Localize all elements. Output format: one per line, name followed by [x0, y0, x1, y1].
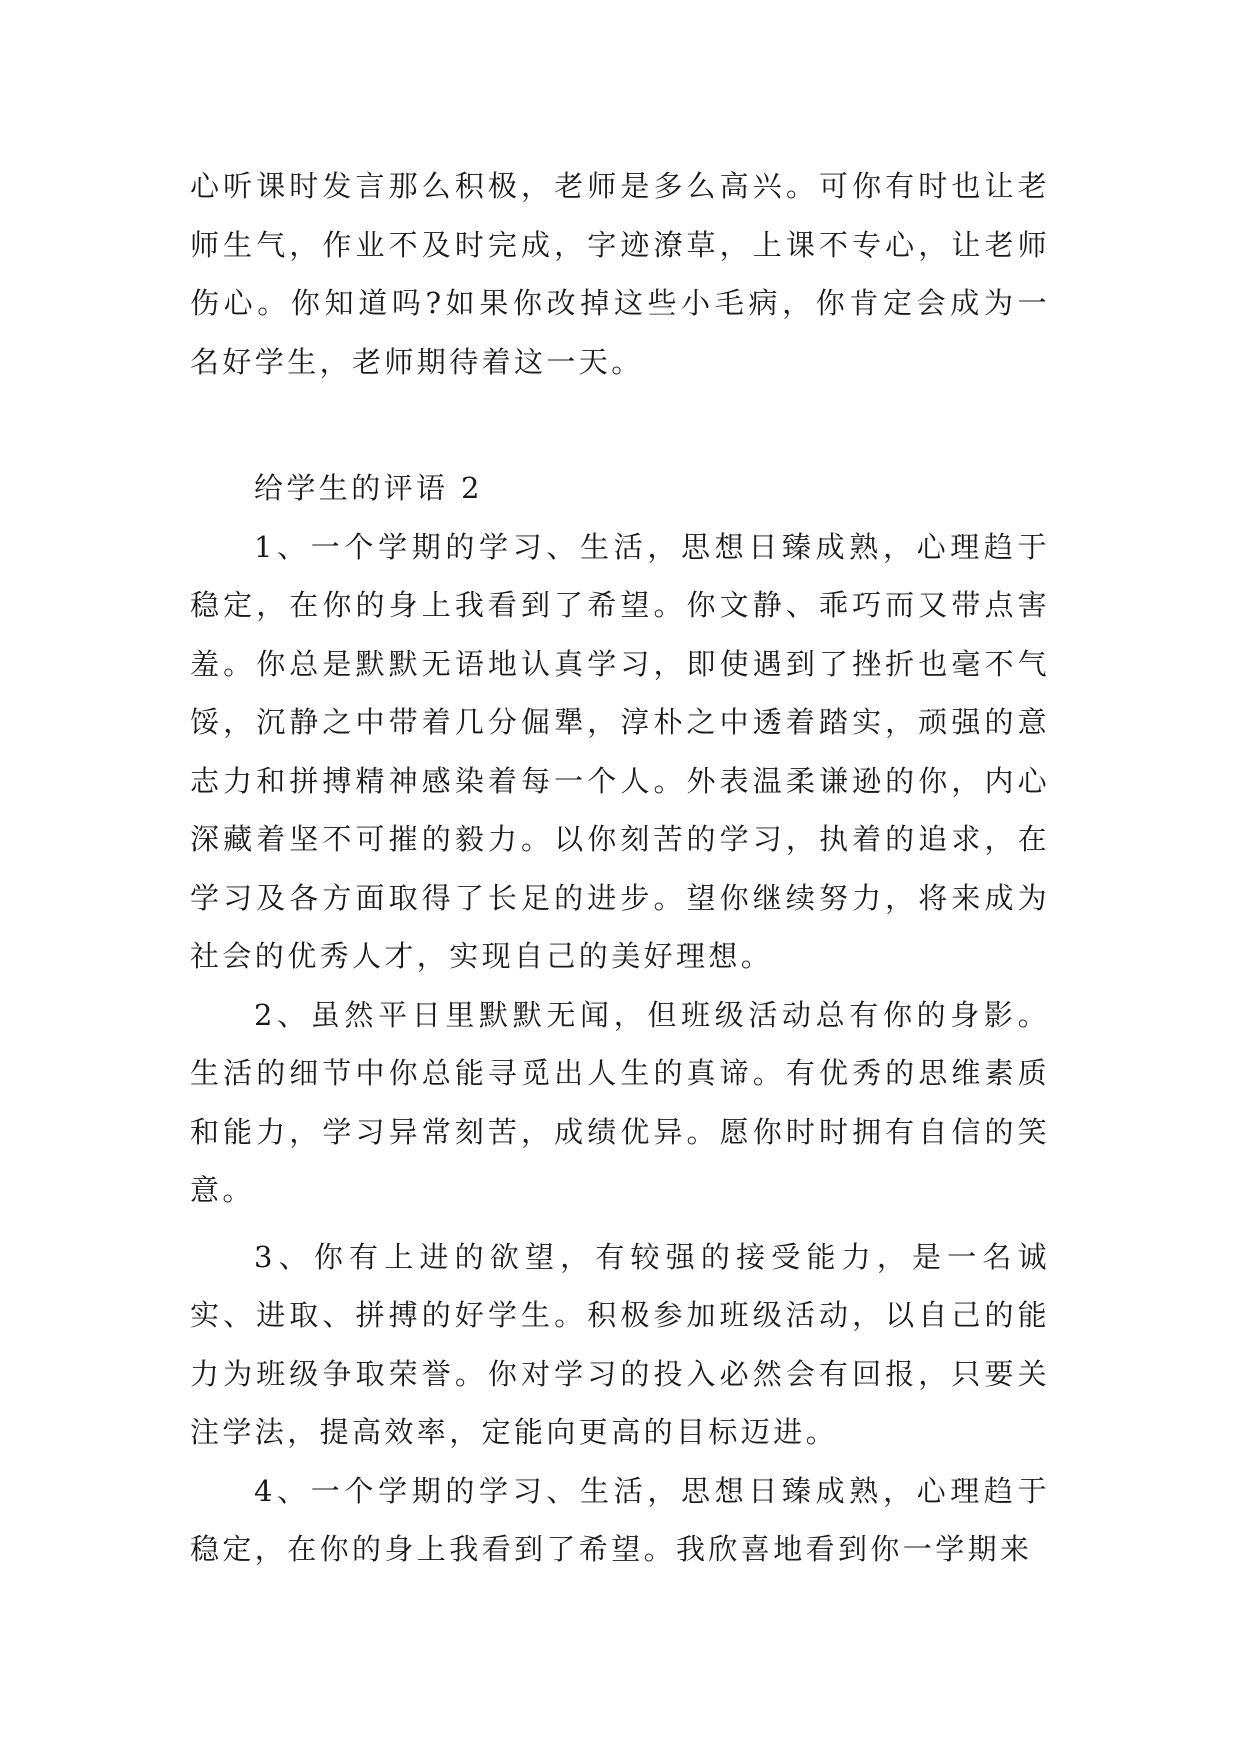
comment-item-4: 4、一个学期的学习、生活，思想日臻成熟，心理趋于稳定，在你的身上我看到了希望。我欣喜地看到你一学期来	[190, 1473, 1050, 1566]
document-body	[190, 157, 1050, 1579]
comment-item-1: 1、一个学期的学习、生活，思想日臻成熟，心理趋于稳定，在你的身上我看到了希望。你文静、乖巧而又带点害羞。你总是默默无语地认真学习，即使遇到了挫折也毫不气馁，沉静之中带着几分倔犟，淳朴之中透着踏实，顽强的意志力和拼搏精神感染着每一个人。外表温柔谦逊的你，内心深藏着坚不可摧的毅力。以你刻苦的学习，执着的追求，在学习及各方面取得了长足的进步。望你继续努力，将来成为社会的优秀人才，实现自己的美好理想。	[190, 529, 1050, 973]
section-heading: 给学生的评语 2	[254, 471, 483, 505]
comment-item-3: 3、你有上进的欲望，有较强的接受能力，是一名诚实、进取、拼搏的好学生。积极参加班级活动，以自己的能力为班级争取荣誉。你对学习的投入必然会有回报，只要关注学法，提高效率，定能向更高的目标迈进。	[190, 1239, 1050, 1449]
section-spacer	[190, 391, 1050, 459]
paragraph-spacer	[190, 1220, 1050, 1228]
intro-paragraph: 心听课时发言那么积极，老师是多么高兴。可你有时也让老师生气，作业不及时完成，字迹潦草，上课不专心，让老师伤心。你知道吗?如果你改掉这些小毛病，你肯定会成为一名好学生，老师期待着这一天。	[190, 169, 1050, 379]
comment-item-2: 2、虽然平日里默默无闻，但班级活动总有你的身影。生活的细节中你总能寻觅出人生的真谛。有优秀的思维素质和能力，学习异常刻苦，成绩优异。愿你时时拥有自信的笑意。	[190, 997, 1050, 1207]
